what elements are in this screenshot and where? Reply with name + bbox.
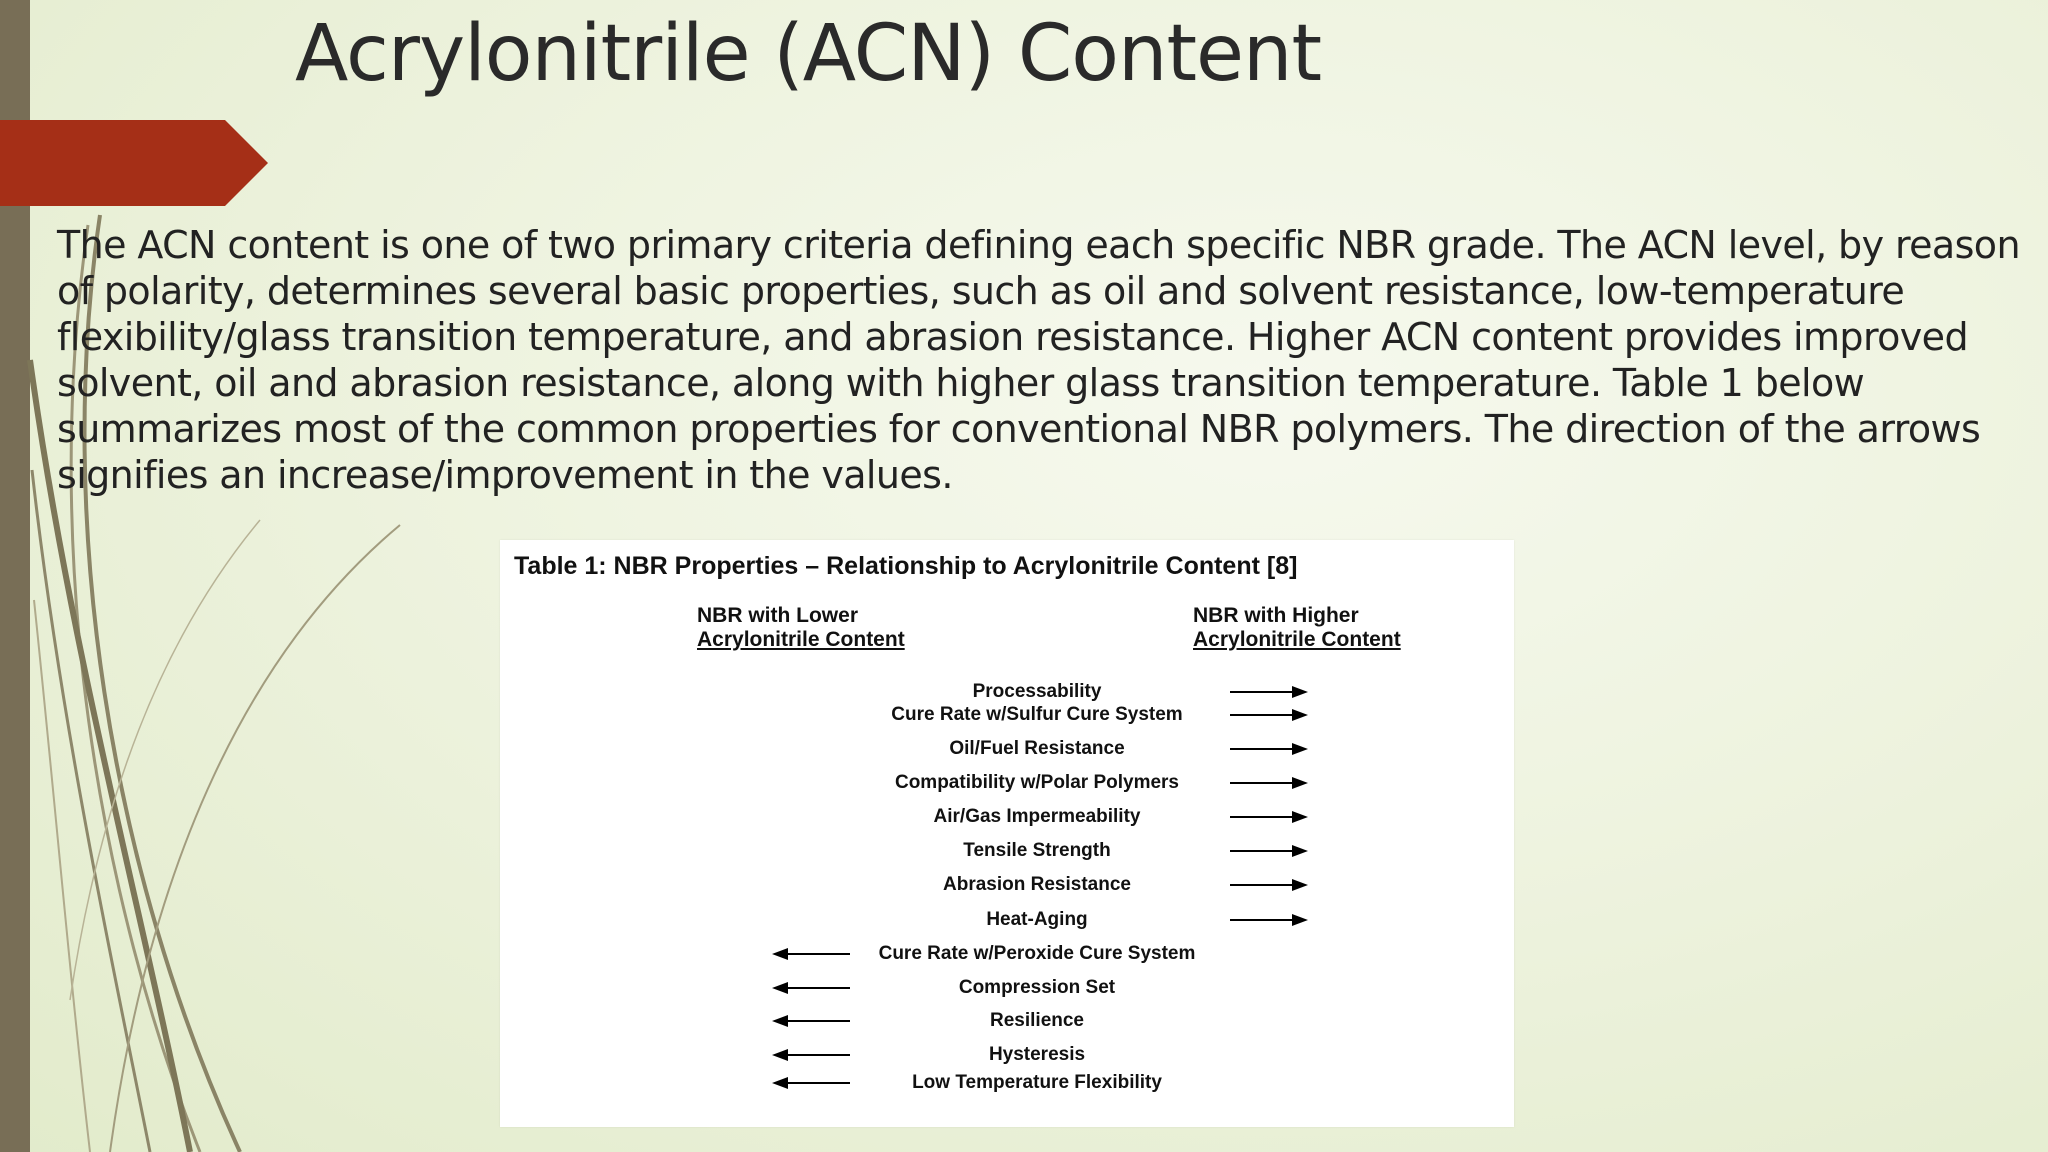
higher-acn-header [1193,604,1401,652]
property-label: Abrasion Resistance [943,874,1131,895]
lower-acn-header-line1: NBR with Lower [697,604,858,627]
red-arrow-banner [0,120,270,206]
table-row [500,1042,1514,1068]
table-row [500,770,1514,796]
slide-body-paragraph: The ACN content is one of two primary criteria defining each specific NBR grade. The ACN level, by reason of polarity, determines several basic properties, such as oil and solvent resistance, low-temperature flexibility/glass transition temperature, and abrasion resistance. Higher ACN content provides improved solvent, oil and abrasion resistance, along with higher glass transition temperature. Table 1 below summarizes most of the common properties for conventional NBR polymers. The direction of the arrows signifies an increase/improvement in the values. [57,223,2020,497]
property-label: Processability [972,681,1102,702]
arrow-right-icon [1230,913,1310,927]
table-row [500,804,1514,830]
property-label: Hysteresis [988,1044,1086,1065]
arrow-right-icon [1230,776,1310,790]
property-label: Compatibility w/Polar Polymers [894,772,1180,793]
table-row [500,838,1514,864]
lower-acn-header [697,604,905,652]
arrow-right-icon [1230,810,1310,824]
table-row [500,975,1514,1001]
arrow-left-icon [770,1048,850,1062]
table-row [500,702,1514,728]
arrow-right-icon [1230,742,1310,756]
arrow-left-icon [770,1014,850,1028]
table-caption: Table 1: NBR Properties – Relationship to Acrylonitrile Content [8] [514,552,1298,580]
lower-acn-header-line2: Acrylonitrile Content [697,628,905,651]
property-label: Cure Rate w/Peroxide Cure System [878,943,1196,964]
property-label: Low Temperature Flexibility [912,1072,1162,1093]
table-row [500,1008,1514,1034]
table-figure [500,540,1514,1127]
property-label: Heat-Aging [986,909,1088,930]
arrow-right-icon [1230,708,1310,722]
higher-acn-header-line1: NBR with Higher [1193,604,1359,627]
arrow-left-icon [770,981,850,995]
table-row [500,872,1514,898]
table-row [500,736,1514,762]
higher-acn-header-line2: Acrylonitrile Content [1193,628,1401,651]
table-row [500,907,1514,933]
property-label: Cure Rate w/Sulfur Cure System [891,704,1183,725]
arrow-right-icon [1230,844,1310,858]
property-label: Tensile Strength [963,840,1111,861]
property-label: Compression Set [958,977,1116,998]
arrow-left-icon [770,947,850,961]
arrow-right-icon [1230,878,1310,892]
slide-title: Acrylonitrile (ACN) Content [295,9,1322,99]
property-label: Air/Gas Impermeability [933,806,1141,827]
property-label: Resilience [990,1010,1084,1031]
arrow-left-icon [770,1076,850,1090]
table-row [500,941,1514,967]
table-row [500,1070,1514,1096]
property-label: Oil/Fuel Resistance [949,738,1125,759]
arrow-right-icon [1230,685,1310,699]
